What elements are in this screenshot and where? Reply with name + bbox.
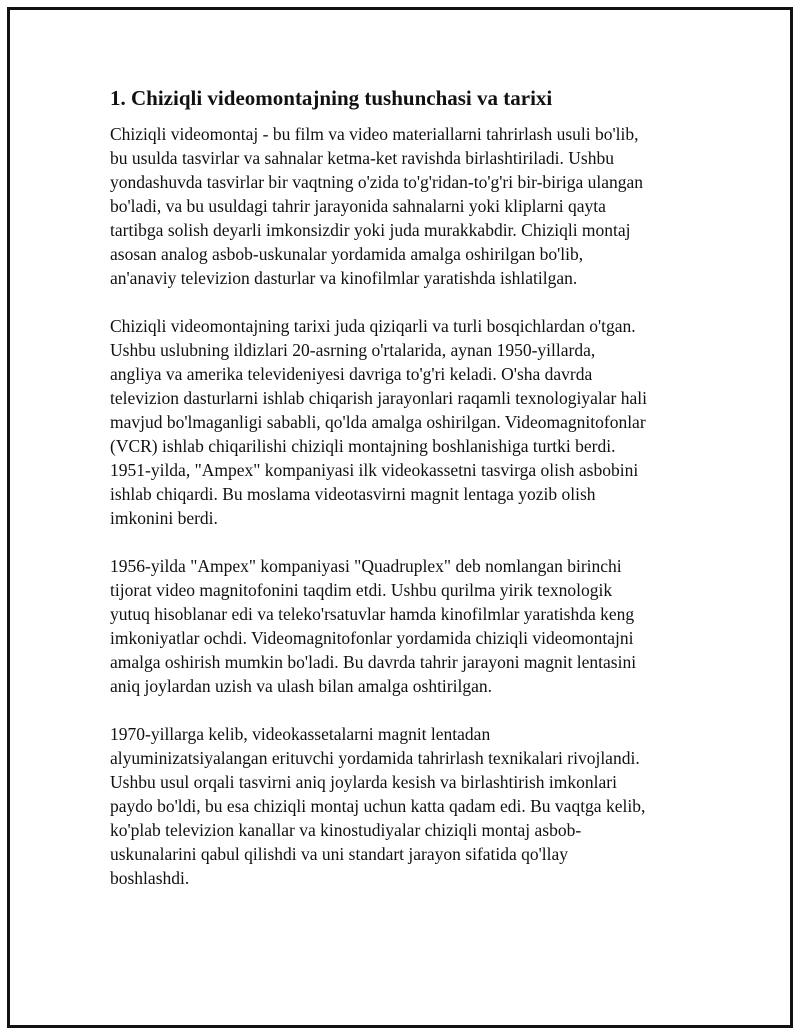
paragraph-4 (110, 722, 680, 890)
text-line: bo'ladi, va bu usuldagi tahrir jarayonida sahnalarni yoki kliplarni qayta (110, 196, 606, 216)
section-heading: 1. Chiziqli videomontajning tushunchasi va tarixi (110, 86, 553, 110)
text-line: Ushbu usul orqali tasvirni aniq joylarda kesish va birlashtirish imkonlari (110, 772, 617, 792)
text-line: yutuq hisoblanar edi va teleko'rsatuvlar hamda kinofilmlar yaratishda keng (110, 604, 635, 624)
text-line: Chiziqli videomontaj - bu film va video materiallarni tahrirlash usuli bo'lib, (110, 124, 639, 144)
text-line: bu usulda tasvirlar va sahnalar ketma-ket ravishda birlashtiriladi. Ushbu (110, 148, 614, 168)
text-line: 1970-yillarga kelib, videokassetalarni magnit lentadan (110, 724, 491, 744)
text-line: imkoniyatlar ochdi. Videomagnitofonlar yordamida chiziqli videomontajni (110, 628, 634, 648)
text-line: tijorat video magnitofonini taqdim etdi. Ushbu qurilma yirik texnologik (110, 580, 613, 600)
text-line: boshlashdi. (110, 868, 190, 888)
text-line: ishlab chiqardi. Bu moslama videotasvirni magnit lentaga yozib olish (110, 484, 596, 504)
text-line: tartibga solish deyarli imkonsizdir yoki juda murakkabdir. Chiziqli montaj (110, 220, 631, 240)
text-line: yondashuvda tasvirlar bir vaqtning o'zida to'g'ridan-to'g'ri bir-biriga ulangan (110, 172, 643, 192)
document-body (110, 84, 680, 914)
text-line: asosan analog asbob-uskunalar yordamida amalga oshirilgan bo'lib, (110, 244, 584, 264)
text-line: televizion dasturlarni ishlab chiqarish jarayonlari raqamli texnologiyalar hali (110, 388, 647, 408)
text-line: alyuminizatsiyalangan erituvchi yordamida tahrirlash texnikalari rivojlandi. (110, 748, 640, 768)
text-line: aniq joylardan uzish va ulash bilan amalga oshtirilgan. (110, 676, 492, 696)
text-line: amalga oshirish mumkin bo'ladi. Bu davrda tahrir jarayoni magnit lentasini (110, 652, 637, 672)
text-line: uskunalarini qabul qilishdi va uni standart jarayon sifatida qo'llay (110, 844, 569, 864)
text-line: mavjud bo'lmaganligi sababli, qo'lda amalga oshirilgan. Videomagnitofonlar (110, 412, 646, 432)
text-line: (VCR) ishlab chiqarilishi chiziqli montajning boshlanishiga turtki berdi. (110, 436, 616, 456)
text-line: Ushbu uslubning ildizlari 20-asrning o'rtalarida, aynan 1950-yillarda, (110, 340, 596, 360)
paragraph-1 (110, 122, 680, 290)
paragraph-3 (110, 554, 680, 698)
text-line: Chiziqli videomontajning tarixi juda qiziqarli va turli bosqichlardan o'tgan. (110, 316, 636, 336)
text-line: ko'plab televizion kanallar va kinostudiyalar chiziqli montaj asbob- (110, 820, 582, 840)
paragraph-2 (110, 314, 680, 530)
text-line: angliya va amerika televideniyesi davriga to'g'ri keladi. O'sha davrda (110, 364, 593, 384)
text-line: paydo bo'ldi, bu esa chiziqli montaj uchun katta qadam edi. Bu vaqtga kelib, (110, 796, 646, 816)
text-line: 1951-yilda, "Ampex" kompaniyasi ilk videokassetni tasvirga olish asbobini (110, 460, 639, 480)
text-line: an'anaviy televizion dasturlar va kinofilmlar yaratishda ishlatilgan. (110, 268, 578, 288)
text-line: imkonini berdi. (110, 508, 218, 528)
text-line: 1956-yilda "Ampex" kompaniyasi "Quadruplex" deb nomlangan birinchi (110, 556, 622, 576)
